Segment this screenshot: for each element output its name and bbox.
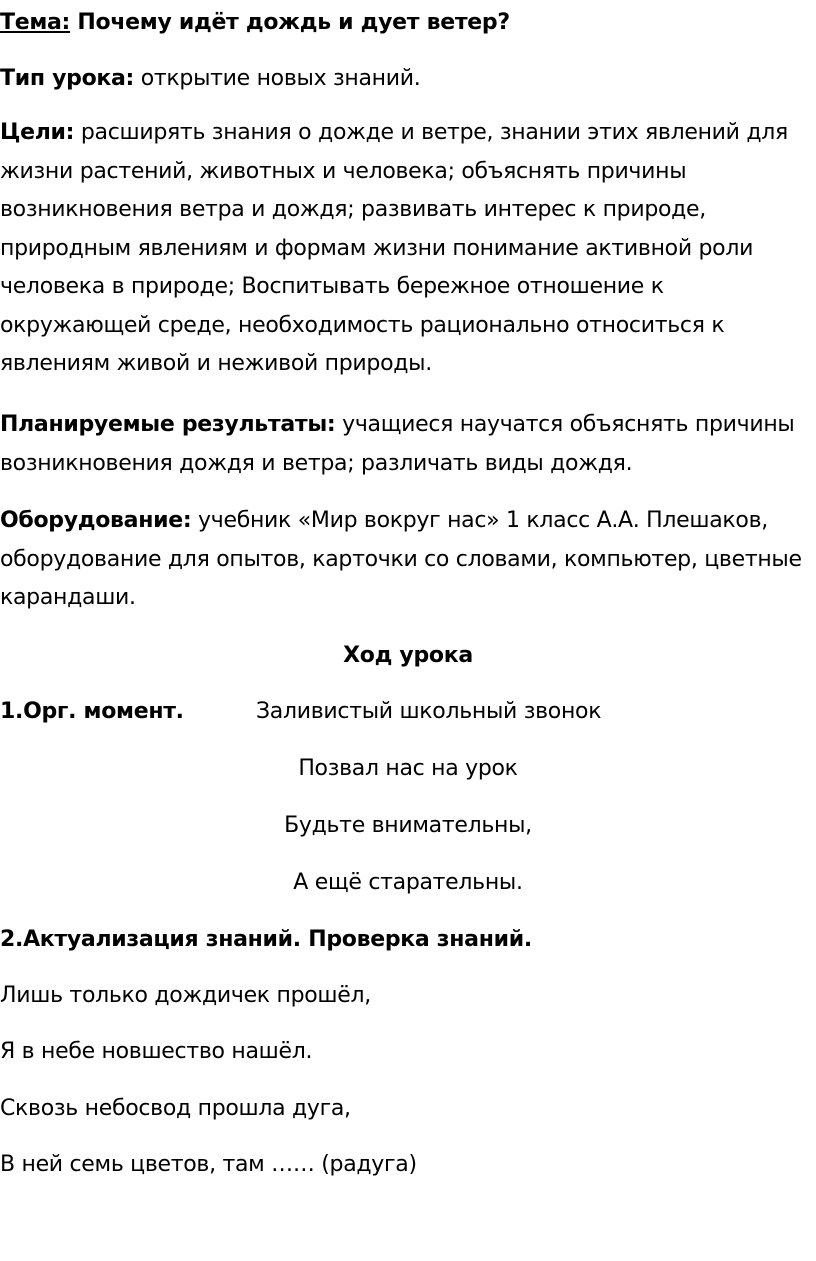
goals-paragraph xyxy=(0,114,810,384)
lesson-type-label: Тип урока: xyxy=(0,66,135,91)
poem-line-3: Будьте внимательны, xyxy=(284,813,532,838)
section2-heading: 2.Актуализация знаний. Проверка знаний. xyxy=(0,927,532,952)
poem-line-2: Позвал нас на урок xyxy=(298,756,518,781)
goals-label: Цели: xyxy=(0,120,75,145)
riddle-line-2: Я в небе новшество нашёл. xyxy=(0,1039,313,1064)
equipment-paragraph xyxy=(0,502,810,618)
poem-line-4: А ещё старательны. xyxy=(293,870,523,895)
section1-heading: 1.Орг. момент. xyxy=(0,699,184,724)
riddle-line-4: В ней семь цветов, там …… (радуга) xyxy=(0,1152,417,1177)
lesson-type-line xyxy=(0,60,810,99)
results-label: Планируемые результаты: xyxy=(0,412,336,437)
topic-line xyxy=(0,4,810,43)
topic-text: Почему идёт дождь и дует ветер? xyxy=(70,10,510,35)
poem-line-1: Заливистый школьный звонок xyxy=(256,699,602,724)
lesson-flow-heading: Ход урока xyxy=(343,643,473,668)
riddle-line-1: Лишь только дождичек прошёл, xyxy=(0,983,371,1008)
equipment-text: учебник «Мир вокруг нас» 1 класс А.А. Плешаков, оборудование для опытов, карточки со словами, компьютер, цветные карандаши. xyxy=(0,508,802,610)
equipment-label: Оборудование: xyxy=(0,508,192,533)
results-text: учащиеся научатся объяснять причины возникновения дождя и ветра; различать виды дождя. xyxy=(0,412,795,476)
goals-text: расширять знания о дожде и ветре, знании этих явлений для жизни растений, животных и человека; объяснять причины возникновения ветра и дождя; развивать интерес к природе, природным явлениям и формам жизни понимание активной роли человека в природе; Воспитывать бережное отношение к окружающей среде, необходимость рационально относиться к явлениям живой и неживой природы. xyxy=(0,120,788,376)
topic-label: Тема: xyxy=(0,10,71,35)
lesson-type-text: открытие новых знаний. xyxy=(134,66,421,91)
riddle-line-3: Сквозь небосвод прошла дуга, xyxy=(0,1096,351,1121)
results-paragraph xyxy=(0,406,810,483)
